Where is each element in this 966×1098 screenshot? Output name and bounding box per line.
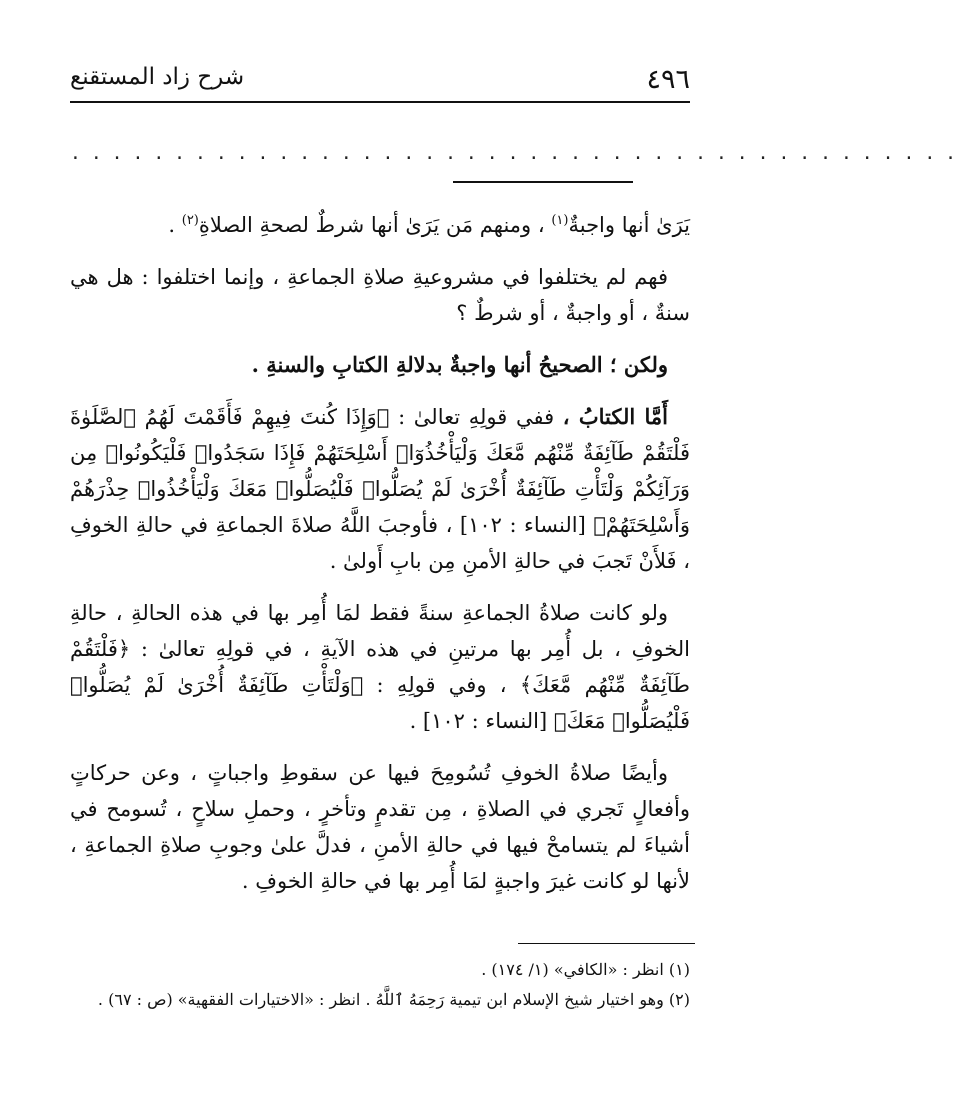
footnote-rule xyxy=(518,943,695,944)
verse-reference: [النساء : ١٠٢] xyxy=(459,513,586,537)
quran-verse: ﴿وَإِذَا كُنتَ فِيهِمْ فَأَقَمْتَ لَهُمُ ٱلصَّلَوٰةَ فَلْتَقُمْ طَآئِفَةٌ مِّنْهُم مَّعَكَ وَلْيَأْخُذُوٓا۟ أَسْلِحَتَهُمْ فَإِذَا سَجَدُوا۟ فَلْيَكُونُوا۟ مِن وَرَآئِكُمْ وَلْتَأْتِ طَآئِفَةٌ أُخْرَىٰ لَمْ يُصَلُّوا۟ فَلْيُصَلُّوا۟ مَعَكَ وَلْيَأْخُذُوا۟ حِذْرَهُمْ وَأَسْلِحَتَهُمْ﴾ xyxy=(70,405,690,537)
paragraph-4-rest: ، فأوجبَ اللَّهُ صلاةَ الجماعةِ في حالةِ الخوفِ ، فَلأَنْ تَجبَ في حالةِ الأمنِ مِن بابِ أَولىٰ . xyxy=(70,513,690,573)
paragraph-1-text-a: يَرَىٰ أنها واجبةٌ xyxy=(568,213,690,237)
paragraph-5-text-b: ، وفي قولِهِ : xyxy=(376,673,507,697)
paragraph-5 xyxy=(70,595,690,739)
section-rule xyxy=(453,181,633,183)
page-number: ٤٩٦ xyxy=(646,64,690,95)
footnote-1: (١) انظر : «الكافي» (١/ ١٧٤) . xyxy=(481,960,690,979)
running-title: شرح زاد المستقنع xyxy=(70,64,245,90)
quran-verse-b: ﴿وَلْتَأْتِ طَآئِفَةٌ أُخْرَىٰ لَمْ يُصَلُّوا۟ فَلْيُصَلُّوا۟ مَعَكَ﴾ xyxy=(70,673,690,733)
paragraph-4 xyxy=(70,399,690,579)
page-header xyxy=(70,58,690,98)
paragraph-1-text-b: ، ومنهم مَن يَرَىٰ أنها شرطٌ لصحةِ الصلاةِ xyxy=(198,213,545,237)
main-text xyxy=(70,203,690,915)
paragraph-4-intro: ففي قولِهِ تعالىٰ : xyxy=(398,405,555,429)
footnote-ref-1[interactable]: (١) xyxy=(551,213,569,228)
paragraph-3: ولكن ؛ الصحيحُ أنها واجبةٌ بدلالةِ الكتابِ والسنةِ . xyxy=(251,352,668,377)
footnotes xyxy=(70,955,690,1015)
paragraph-1-text-c: . xyxy=(168,213,176,237)
paragraph-5-text-a: ولو كانت صلاةُ الجماعةِ سنةً فقط لمَا أُمِر بها في هذه الحالةِ ، حالةِ الخوفِ ، بل أُمِر بها مرتينِ في هذه الآيةِ ، في قولِهِ تعالىٰ : xyxy=(70,601,690,661)
header-rule xyxy=(70,101,690,103)
quran-verse-a: ﴿فَلْتَقُمْ طَآئِفَةٌ مِّنْهُم مَّعَكَ﴾ xyxy=(70,637,690,697)
footnote-ref-2[interactable]: (٢) xyxy=(181,213,199,228)
ornamental-divider: ........................................... xyxy=(70,143,966,164)
footnote-2: (٢) وهو اختيار شيخ الإسلام ابن تيمية رَحِمَهُ ٱللَّهُ . انظر : «الاختيارات الفقهية» (ص : ٦٧) . xyxy=(97,990,690,1009)
verse-reference-2: [النساء : ١٠٢] . xyxy=(409,709,548,733)
paragraph-4-lead: أَمَّا الكتابُ ، xyxy=(562,404,668,429)
paragraph-1 xyxy=(70,203,690,243)
paragraph-6: وأيضًا صلاةُ الخوفِ تُسُومِحَ فيها عن سقوطِ واجباتٍ ، وعن حركاتٍ وأفعالٍ تَجري في الصلاةِ ، مِن تقدمٍ وتأخرٍ ، وحملِ سلاحٍ ، تُسومح في أشياءَ لم يتسامحْ فيها في حالةِ الأمنِ ، فدلَّ علىٰ وجوبِ صلاةِ الجماعةِ ، لأنها لو كانت غيرَ واجبةٍ لمَا أُمِر بها في حالةِ الخوفِ . xyxy=(70,761,690,893)
paragraph-2: فهم لم يختلفوا في مشروعيةِ صلاةِ الجماعةِ ، وإنما اختلفوا : هل هي سنةٌ ، أو واجبةٌ ، أو شرطٌ ؟ xyxy=(70,265,690,325)
